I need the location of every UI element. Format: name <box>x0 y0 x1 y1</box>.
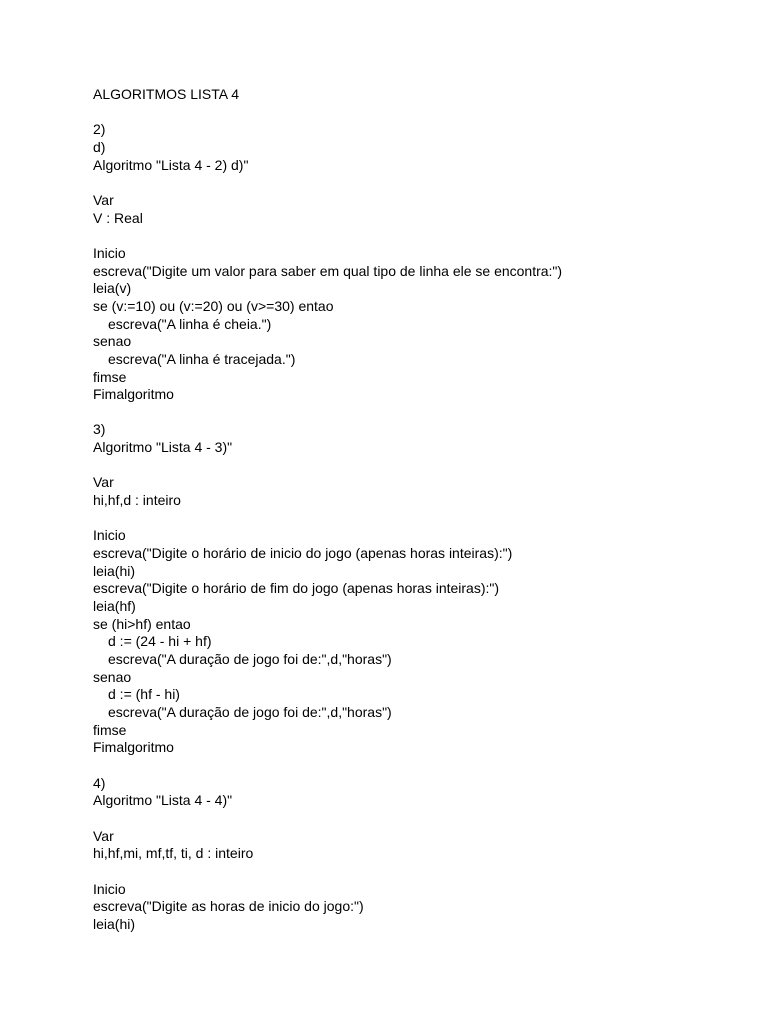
section-number: 4) <box>93 774 106 791</box>
blank-line <box>93 174 768 192</box>
blank-line <box>93 510 768 528</box>
document-title: ALGORITMOS LISTA 4 <box>93 86 240 102</box>
blank-line <box>93 457 768 475</box>
code-line: fimse <box>93 368 127 385</box>
var-declaration: hi,hf,mi, mf,tf, ti, d : inteiro <box>93 845 254 862</box>
code-line: escreva("Digite o horário de inicio do jogo (apenas horas inteiras):") <box>93 545 513 562</box>
var-keyword: Var <box>93 474 114 491</box>
var-keyword: Var <box>93 827 114 844</box>
code-line-indented: d := (hf - hi) <box>108 686 180 703</box>
algorithm-header: Algoritmo "Lista 4 - 4)" <box>93 792 233 809</box>
algorithm-header: Algoritmo "Lista 4 - 2) d)" <box>93 156 249 173</box>
code-line: se (hi>hf) entao <box>93 615 191 632</box>
code-line: se (v:=10) ou (v:=20) ou (v>=30) entao <box>93 297 334 314</box>
section-number: 2) <box>93 121 106 138</box>
code-line: leia(hf) <box>93 598 136 615</box>
blank-line <box>93 104 768 122</box>
end-algorithm: Fimalgoritmo <box>93 386 174 403</box>
code-line: escreva("Digite o horário de fim do jogo (apenas horas inteiras):") <box>93 580 500 597</box>
blank-line <box>93 863 768 881</box>
code-line-indented: d := (24 - hi + hf) <box>108 633 212 650</box>
blank-line <box>93 404 768 422</box>
var-keyword: Var <box>93 191 114 208</box>
code-line: escreva("Digite as horas de inicio do jogo:") <box>93 898 364 915</box>
code-line: leia(hi) <box>93 915 136 932</box>
end-algorithm: Fimalgoritmo <box>93 739 174 756</box>
var-declaration: hi,hf,d : inteiro <box>93 492 181 509</box>
section-number: 3) <box>93 421 106 438</box>
code-line: leia(hi) <box>93 562 136 579</box>
algorithm-header: Algoritmo "Lista 4 - 3)" <box>93 439 233 456</box>
var-declaration: V : Real <box>93 209 143 226</box>
subsection-letter: d) <box>93 138 106 155</box>
blank-line <box>93 757 768 775</box>
code-line-indented: escreva("A duração de jogo foi de:",d,"horas") <box>108 651 392 667</box>
inicio-keyword: Inicio <box>93 527 126 544</box>
inicio-keyword: Inicio <box>93 880 126 897</box>
blank-line <box>93 810 768 828</box>
blank-line <box>93 227 768 245</box>
code-line-indented: escreva("A linha é tracejada.") <box>108 350 296 367</box>
code-line: fimse <box>93 721 127 738</box>
code-line: escreva("Digite um valor para saber em qual tipo de linha ele se encontra:") <box>93 262 563 279</box>
code-line: leia(v) <box>93 280 132 297</box>
code-line-indented: escreva("A linha é cheia.") <box>108 315 272 332</box>
code-line: senao <box>93 668 132 685</box>
code-line-indented: escreva("A duração de jogo foi de:",d,"horas") <box>108 703 392 720</box>
inicio-keyword: Inicio <box>93 244 126 261</box>
code-line: senao <box>93 333 132 350</box>
